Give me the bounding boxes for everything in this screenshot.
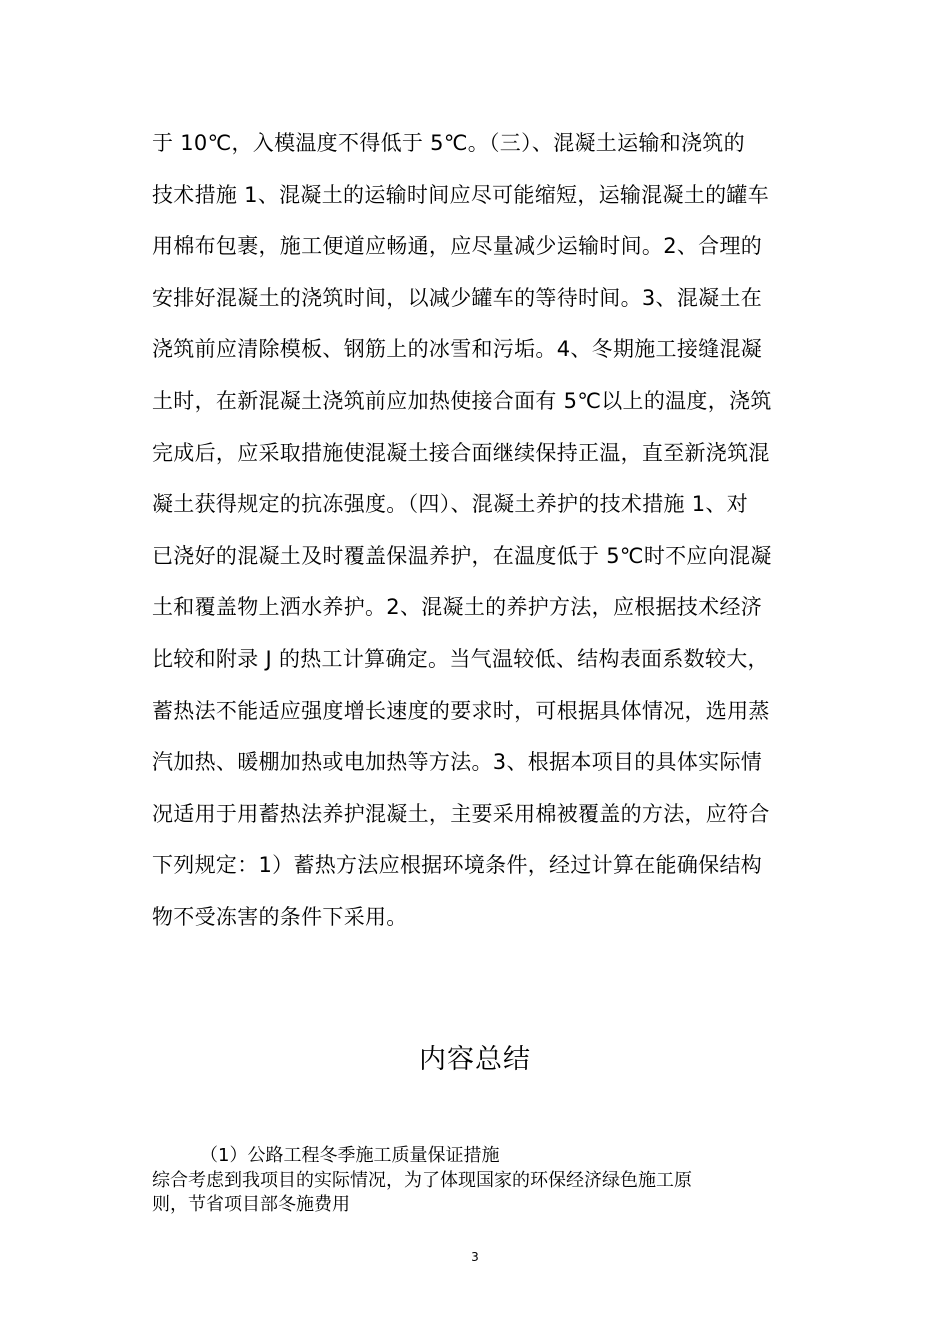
body-line: 凝土获得规定的抗冻强度。（四）、混凝土养护的技术措施 1、对 xyxy=(152,492,749,517)
body-line: 土和覆盖物上洒水养护。2、混凝土的养护方法，应根据技术经济 xyxy=(152,595,763,620)
summary-title: 内容总结 xyxy=(419,1044,531,1075)
body-line: 物不受冻害的条件下采用。 xyxy=(152,904,408,929)
body-line: 蓄热法不能适应强度增长速度的要求时，可根据具体情况，选用蒸 xyxy=(152,698,770,723)
body-line: 汽加热、暖棚加热或电加热等方法。3、根据本项目的具体实际情 xyxy=(152,750,763,775)
summary-line: 则，节省项目部冬施费用 xyxy=(152,1194,350,1215)
body-line: 安排好混凝土的浇筑时间，以减少罐车的等待时间。3、混凝土在 xyxy=(152,285,763,310)
body-line: 于 10℃，入模温度不得低于 5℃。（三）、混凝土运输和浇筑的 xyxy=(152,131,745,155)
body-line: 用棉布包裹，施工便道应畅通，应尽量减少运输时间。2、合理的 xyxy=(152,234,763,259)
page-number: 3 xyxy=(471,1250,479,1264)
summary-text xyxy=(152,1169,792,1217)
body-line: 技术措施 1、混凝土的运输时间应尽可能缩短，运输混凝土的罐车 xyxy=(152,182,770,207)
body-line: 浇筑前应清除模板、钢筋上的冰雪和污垢。4、冬期施工接缝混凝 xyxy=(152,337,763,362)
body-text xyxy=(152,118,812,944)
summary-heading: （1）公路工程冬季施工质量保证措施 xyxy=(200,1145,500,1166)
body-line: 比较和附录 J 的热工计算确定。当气温较低、结构表面系数较大， xyxy=(152,646,769,671)
body-line: 况适用于用蓄热法养护混凝土，主要采用棉被覆盖的方法，应符合 xyxy=(152,801,770,826)
body-line: 下列规定：1）蓄热方法应根据环境条件，经过计算在能确保结构 xyxy=(152,853,763,878)
summary-line: 综合考虑到我项目的实际情况，为了体现国家的环保经济绿色施工原 xyxy=(152,1170,692,1191)
body-line: 已浇好的混凝土及时覆盖保温养护，在温度低于 5℃时不应向混凝 xyxy=(152,543,772,568)
body-line: 土时，在新混凝土浇筑前应加热使接合面有 5℃以上的温度，浇筑 xyxy=(152,388,772,413)
body-line: 完成后，应采取措施使混凝土接合面继续保持正温，直至新浇筑混 xyxy=(152,440,770,465)
